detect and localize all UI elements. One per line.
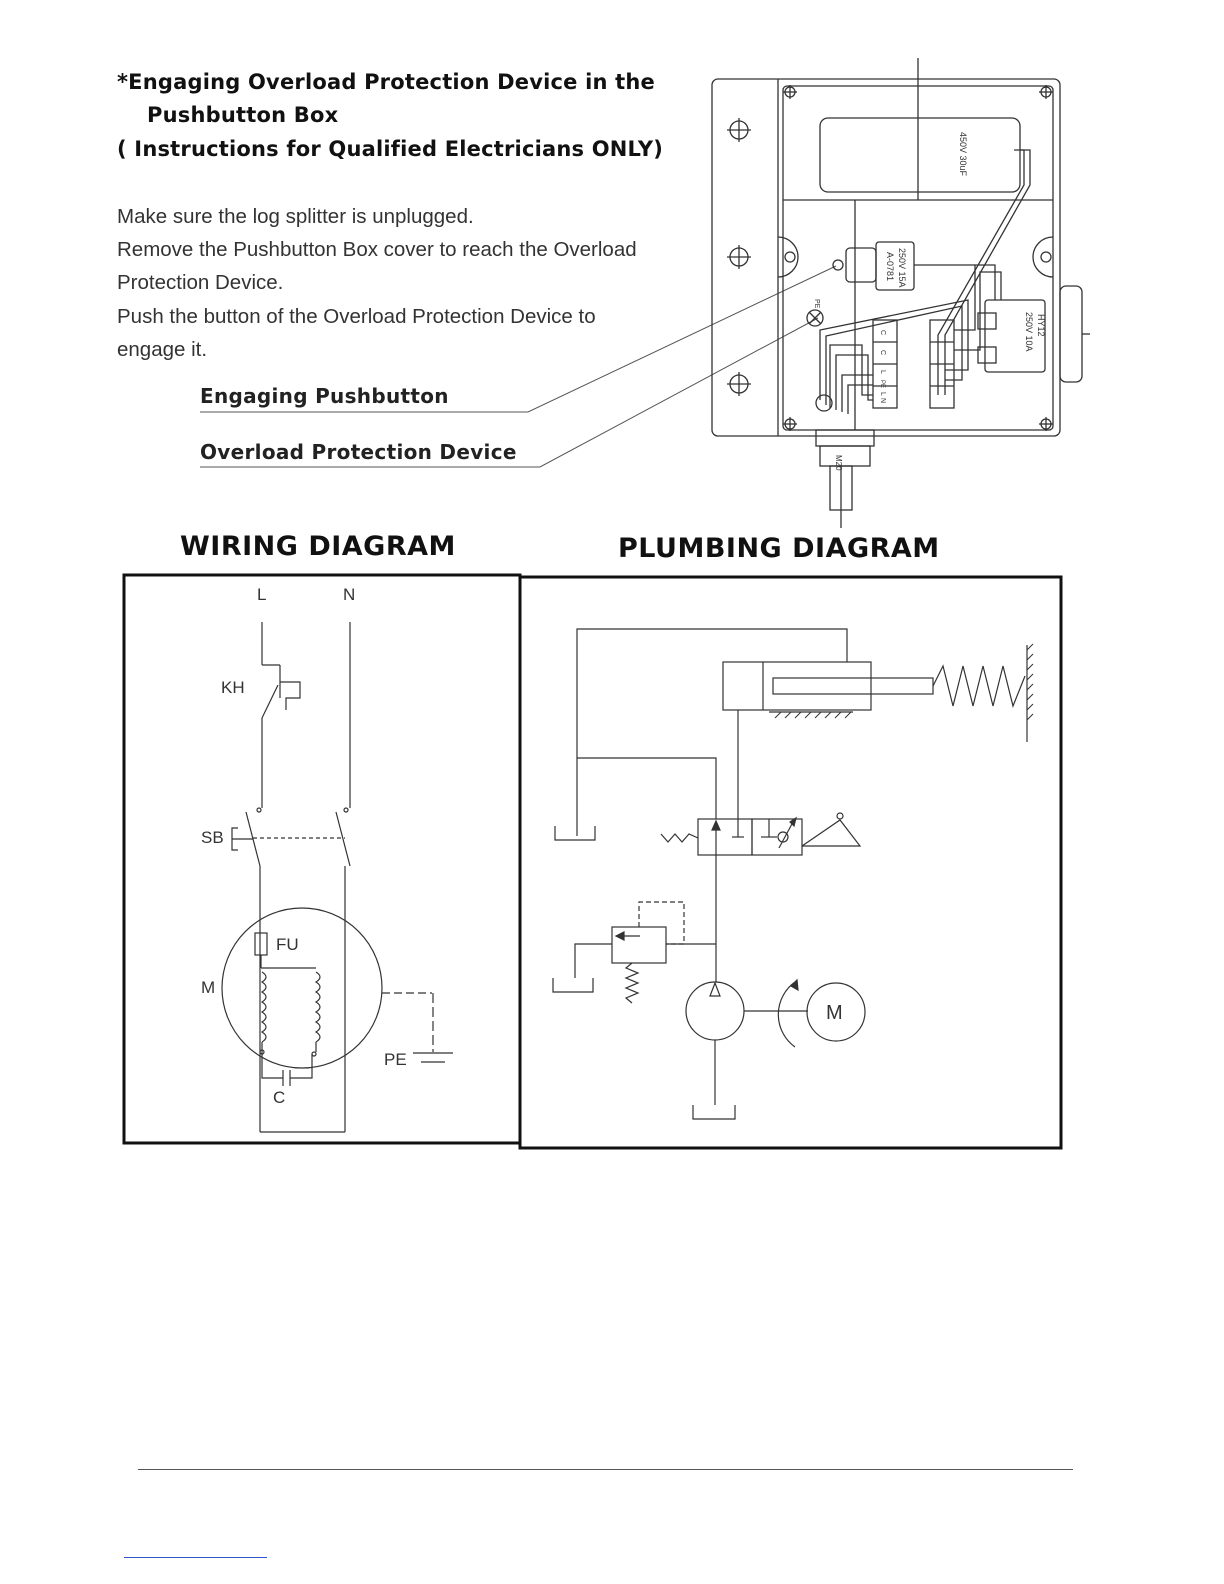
label-sb: SB — [201, 828, 224, 847]
switch-rating-label: 250V 10A — [1024, 312, 1034, 352]
label-n: N — [343, 585, 356, 604]
label-kh: KH — [221, 678, 245, 697]
switch-sb — [232, 812, 350, 866]
plumbing-diagram-title: PLUMBING DIAGRAM — [618, 533, 940, 564]
instruction-step-3: Protection Device. — [117, 271, 284, 294]
wiring-schematic — [222, 622, 453, 1132]
footer-rule — [138, 1469, 1073, 1470]
instructions-title-line1: *Engaging Overload Protection Device in the — [117, 70, 655, 94]
capacitor-label: 450V 30uF — [958, 132, 968, 177]
label-pe: PE — [384, 1050, 407, 1069]
fuse-symbol — [255, 933, 267, 955]
terminal-label: L — [879, 370, 886, 374]
terminal-label: L — [879, 392, 886, 396]
label-fu: FU — [276, 935, 299, 954]
instruction-step-1: Make sure the log splitter is unplugged. — [117, 205, 474, 228]
wiring-frame — [124, 575, 520, 1143]
instructions-title-line3: ( Instructions for Qualified Electricians ONLY) — [117, 137, 664, 161]
pe-indicator-label: PE — [813, 299, 820, 309]
plumbing-frame — [520, 577, 1061, 1148]
capacitor-symbol — [262, 1052, 312, 1086]
tank-symbol — [553, 826, 735, 1119]
label-m: M — [201, 978, 216, 997]
callout-engaging-pushbutton: Engaging Pushbutton — [200, 384, 449, 408]
instructions-title-line2: Pushbutton Box — [147, 103, 339, 127]
mounting-hole-icon — [727, 118, 751, 396]
hydraulic-cylinder — [723, 644, 1033, 742]
wiring-diagram-title: WIRING DIAGRAM — [180, 531, 456, 562]
motor-circle — [222, 908, 382, 1068]
overload-rating-label: 250V 15A — [897, 248, 907, 288]
directional-control-valve — [661, 813, 860, 855]
cable-gland-label: M20 — [834, 455, 843, 471]
terminal-label: PE — [879, 380, 885, 389]
diagram-frames — [124, 575, 1061, 1148]
callout-overload-device: Overload Protection Device — [200, 440, 517, 464]
instruction-step-5: engage it. — [117, 338, 208, 361]
callout-leaders — [200, 266, 836, 467]
instruction-step-4: Push the button of the Overload Protection Device to — [117, 305, 596, 328]
winding-coil — [262, 972, 266, 1042]
instruction-step-2: Remove the Pushbutton Box cover to reach the Overload — [117, 238, 637, 261]
label-c: C — [273, 1088, 286, 1107]
relief-valve — [575, 902, 716, 1003]
footer-link-underline[interactable] — [124, 1557, 267, 1558]
plumbing-schematic — [553, 629, 1033, 1119]
terminal-label: C — [879, 330, 886, 336]
terminal-label: C — [879, 350, 886, 356]
winding-coil — [316, 972, 320, 1042]
pushbutton-box-drawing — [712, 58, 1090, 528]
thermal-overload-switch — [262, 665, 300, 808]
switch-model-label: HY12 — [1036, 314, 1046, 337]
label-l: L — [257, 585, 267, 604]
pushbutton-box-labels — [813, 132, 1046, 471]
overload-part-label: A-0781 — [885, 252, 895, 282]
plumbing-motor-label: M — [826, 1002, 843, 1024]
hydraulic-pump — [686, 980, 808, 1105]
terminal-label: N — [879, 398, 886, 404]
